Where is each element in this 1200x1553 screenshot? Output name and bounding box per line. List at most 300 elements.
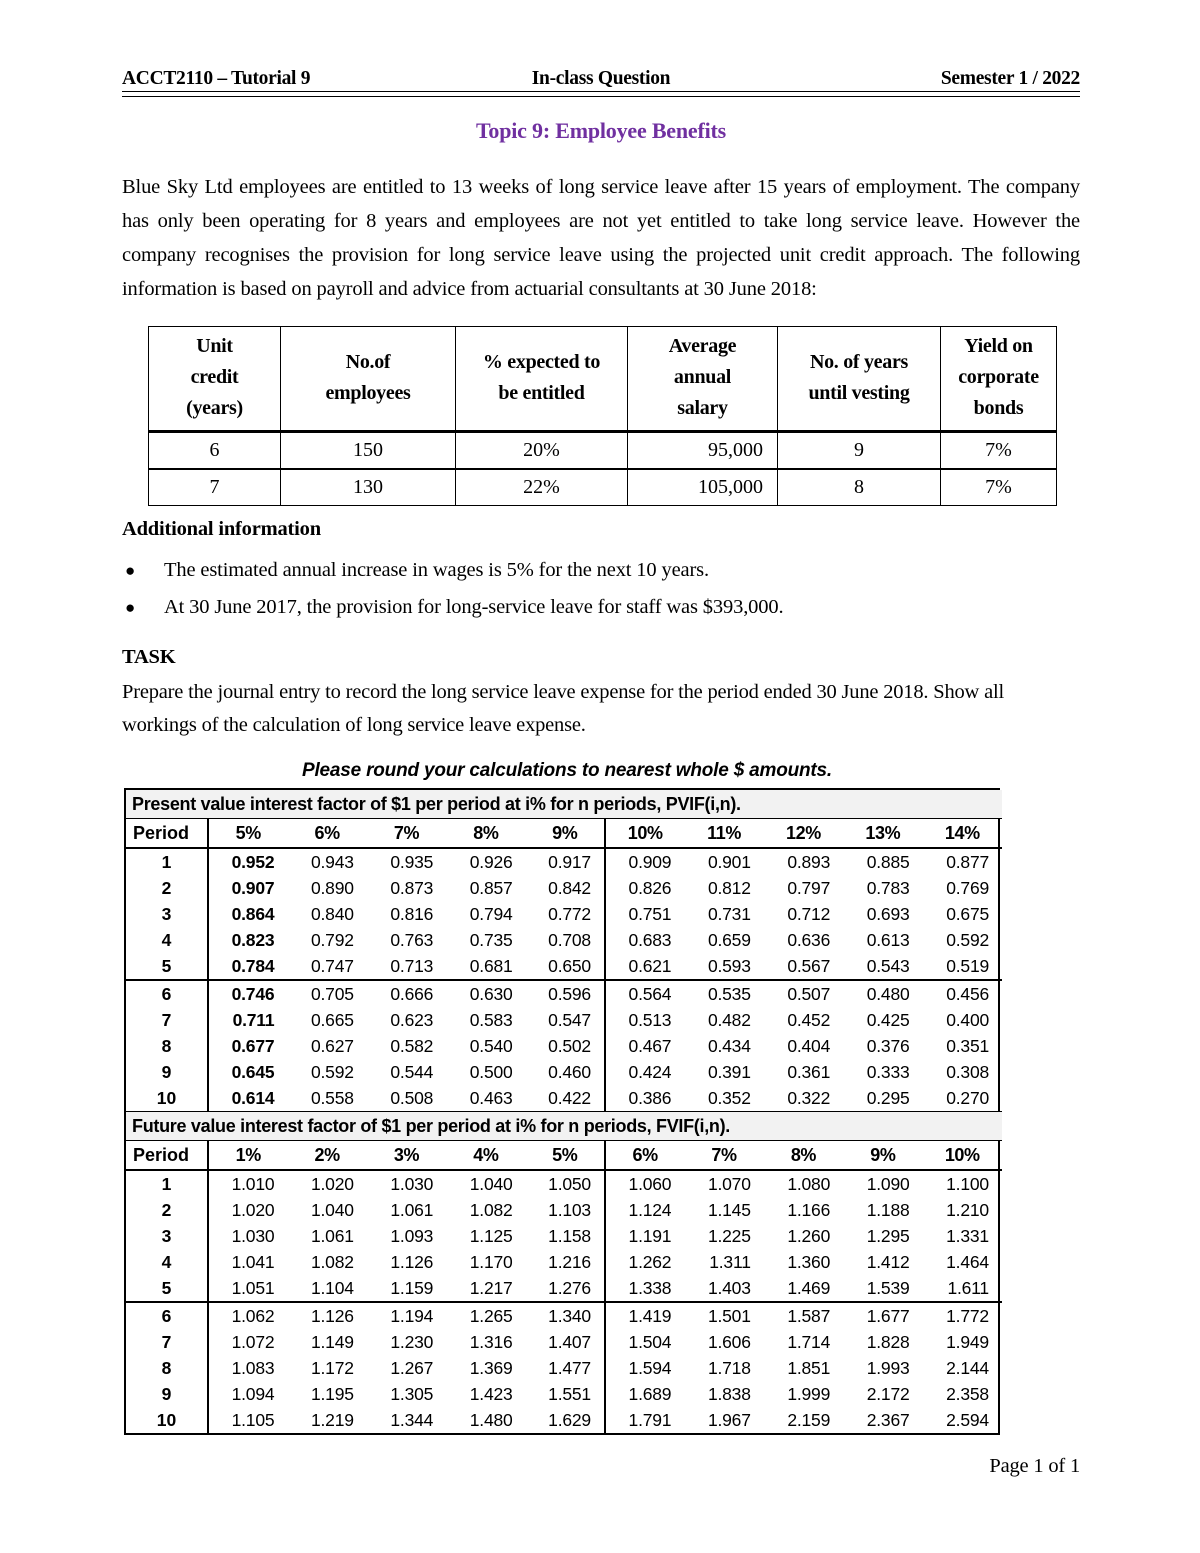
fvif-cell: 1.104 — [287, 1275, 366, 1302]
table-row — [126, 1085, 1002, 1111]
document-header — [122, 68, 1080, 95]
pvif-cell: 0.547 — [548, 1010, 591, 1030]
fvif-period: 5 — [126, 1275, 208, 1302]
fvif-cell: 1.629 — [548, 1410, 591, 1430]
pvif-cell: 0.926 — [469, 852, 513, 872]
fvif-cell: 1.070 — [707, 1174, 751, 1194]
additional-information-heading: Additional information — [122, 518, 321, 540]
pvif-cell: 0.712 — [787, 904, 831, 924]
fvif-cell: 1.100 — [946, 1174, 989, 1194]
pvif-cell: 0.322 — [787, 1088, 831, 1108]
fvif-cell: 1.772 — [946, 1306, 989, 1326]
table-row — [126, 953, 1002, 980]
pvif-banner-row — [126, 790, 1002, 819]
pvif-period: 10 — [126, 1085, 208, 1111]
fvif-cell: 1.159 — [367, 1275, 446, 1302]
pvif-cell: 0.596 — [548, 984, 591, 1004]
fvif-period: 1 — [126, 1170, 208, 1197]
pvif-cell: 0.772 — [548, 904, 591, 924]
fvif-period-header: Period — [126, 1141, 208, 1171]
fvif-cell: 1.125 — [469, 1226, 513, 1246]
fvif-cell: 1.594 — [605, 1355, 684, 1381]
pvif-period: 9 — [126, 1059, 208, 1085]
fvif-period: 2 — [126, 1197, 208, 1223]
table-row — [149, 469, 1057, 506]
fvif-cell: 1.094 — [231, 1384, 275, 1404]
col-header-employees: No.of employees — [281, 327, 456, 432]
fvif-cell: 1.051 — [208, 1275, 287, 1302]
pvif-cell: 0.540 — [469, 1036, 513, 1056]
pvif-cell: 0.434 — [707, 1036, 751, 1056]
fvif-rate-header: 9% — [843, 1141, 922, 1171]
pvif-cell: 0.935 — [390, 852, 434, 872]
pvif-cell: 0.507 — [787, 984, 831, 1004]
pvif-cell: 0.705 — [310, 984, 354, 1004]
pvif-cell: 0.270 — [946, 1088, 990, 1108]
pvif-cell: 0.400 — [946, 1010, 990, 1030]
fvif-table — [126, 1111, 1002, 1433]
fvif-cell: 1.606 — [707, 1332, 751, 1352]
fvif-cell: 1.344 — [390, 1410, 434, 1430]
fvif-cell: 1.403 — [684, 1275, 763, 1302]
fvif-cell: 1.040 — [310, 1200, 354, 1220]
col-header-unit-credit: Unit credit (years) — [149, 327, 281, 432]
task-body: Prepare the journal entry to record the long service leave expense for the period ended 30 June 2018. Show all workings of the calculation of long service leave expense. — [122, 681, 1004, 736]
fvif-cell: 2.172 — [866, 1384, 910, 1404]
pvif-cell: 0.295 — [866, 1088, 910, 1108]
fvif-cell: 1.260 — [787, 1226, 831, 1246]
pvif-cell: 0.463 — [469, 1088, 513, 1108]
pvif-cell: 0.425 — [866, 1010, 910, 1030]
pvif-cell: 0.333 — [866, 1062, 910, 1082]
table-row — [126, 848, 1002, 875]
fvif-cell: 1.412 — [866, 1252, 910, 1272]
pvif-cell: 0.901 — [707, 852, 751, 872]
pvif-cell: 0.917 — [548, 852, 591, 872]
table-row — [126, 1381, 1002, 1407]
rounding-note: Please round your calculations to nearest whole $ amounts. — [301, 760, 833, 781]
fvif-cell: 1.217 — [446, 1275, 525, 1302]
pvif-period: 1 — [126, 848, 208, 875]
pvif-cell: 0.508 — [390, 1088, 434, 1108]
fvif-cell: 1.030 — [390, 1174, 434, 1194]
pvif-column-header-row — [126, 819, 1002, 849]
table-row — [149, 432, 1057, 470]
pvif-cell: 0.308 — [946, 1062, 990, 1082]
table-row — [126, 1302, 1002, 1329]
fvif-cell: 1.061 — [390, 1200, 434, 1220]
pvif-cell: 0.627 — [310, 1036, 354, 1056]
pvif-cell: 0.630 — [469, 984, 513, 1004]
fvif-cell: 1.124 — [605, 1197, 684, 1223]
pvif-cell: 0.816 — [390, 904, 434, 924]
pvif-cell: 0.840 — [310, 904, 354, 924]
fvif-cell: 1.230 — [390, 1332, 434, 1352]
fvif-cell: 1.419 — [605, 1302, 684, 1329]
fvif-period: 4 — [126, 1249, 208, 1275]
fvif-rate-header: 7% — [684, 1141, 763, 1171]
fvif-cell: 1.126 — [310, 1306, 354, 1326]
pvif-cell: 0.659 — [707, 930, 751, 950]
pvif-cell: 0.636 — [787, 930, 831, 950]
pvif-rate-header: 7% — [367, 819, 446, 849]
fvif-cell: 1.999 — [787, 1384, 831, 1404]
table-row — [126, 1275, 1002, 1302]
pvif-cell: 0.864 — [231, 904, 275, 924]
fvif-rate-header: 4% — [446, 1141, 525, 1171]
fvif-cell: 1.477 — [548, 1358, 591, 1378]
bullet-icon: ● — [125, 561, 136, 580]
fvif-period: 10 — [126, 1407, 208, 1433]
pvif-cell: 0.351 — [946, 1036, 990, 1056]
fvif-period: 8 — [126, 1355, 208, 1381]
pvif-cell: 0.361 — [787, 1062, 831, 1082]
fvif-cell: 1.145 — [707, 1200, 751, 1220]
col-header-years-vesting: No. of years until vesting — [778, 327, 941, 432]
cell-years-vesting: 9 — [778, 432, 941, 470]
list-item — [122, 552, 1080, 589]
table-row — [126, 901, 1002, 927]
table-row — [126, 1007, 1002, 1033]
col-header-avg-salary: Average annual salary — [628, 327, 778, 432]
fvif-period: 7 — [126, 1329, 208, 1355]
fvif-cell: 1.360 — [787, 1252, 831, 1272]
pvif-cell: 0.675 — [946, 904, 990, 924]
fvif-cell: 1.216 — [548, 1252, 591, 1272]
pvif-cell: 0.352 — [707, 1088, 751, 1108]
pvif-cell: 0.645 — [231, 1062, 275, 1082]
fvif-cell: 1.967 — [707, 1410, 751, 1430]
pvif-cell: 0.582 — [390, 1036, 434, 1056]
fvif-cell: 1.407 — [548, 1332, 591, 1352]
fvif-cell: 1.083 — [231, 1358, 275, 1378]
fvif-cell: 1.195 — [310, 1384, 354, 1404]
pvif-cell: 0.467 — [605, 1033, 684, 1059]
pvif-cell: 0.885 — [866, 852, 910, 872]
fvif-cell: 1.677 — [866, 1306, 910, 1326]
fvif-rate-header: 1% — [208, 1141, 287, 1171]
header-doc-type: In-class Question — [531, 68, 671, 89]
pvif-cell: 0.376 — [866, 1036, 910, 1056]
pvif-cell: 0.650 — [526, 953, 605, 980]
pvif-rate-header: 9% — [526, 819, 605, 849]
table-row — [126, 1059, 1002, 1085]
pvif-cell: 0.519 — [923, 953, 1003, 980]
table-row — [126, 980, 1002, 1007]
cell-yield: 7% — [941, 469, 1057, 506]
cell-pct-entitled: 22% — [456, 469, 628, 506]
fvif-cell: 1.338 — [605, 1275, 684, 1302]
pvif-cell: 0.890 — [310, 878, 354, 898]
pvif-cell: 0.797 — [787, 878, 831, 898]
fvif-cell: 1.061 — [310, 1226, 354, 1246]
cell-years-vesting: 8 — [778, 469, 941, 506]
table-row — [126, 1249, 1002, 1275]
fvif-cell: 1.126 — [390, 1252, 434, 1272]
pvif-rate-header: 13% — [843, 819, 922, 849]
fvif-cell: 1.172 — [310, 1358, 354, 1378]
pvif-rate-header: 11% — [684, 819, 763, 849]
pvif-period: 8 — [126, 1033, 208, 1059]
pvif-cell: 0.812 — [707, 878, 751, 898]
list-item-label: At 30 June 2017, the provision for long-service leave for staff was $393,000. — [164, 596, 784, 618]
cell-avg-salary: 95,000 — [628, 432, 778, 470]
pvif-cell: 0.681 — [446, 953, 525, 980]
page-footer: Page 1 of 1 — [989, 1455, 1080, 1477]
fvif-cell: 1.060 — [605, 1170, 684, 1197]
fvif-cell: 1.611 — [923, 1275, 1002, 1302]
fvif-cell: 1.340 — [548, 1306, 591, 1326]
fvif-cell: 1.587 — [787, 1306, 831, 1326]
pvif-cell: 0.593 — [684, 953, 763, 980]
fvif-cell: 2.144 — [946, 1358, 989, 1378]
fvif-cell: 1.041 — [231, 1252, 275, 1272]
pvif-cell: 0.592 — [310, 1062, 354, 1082]
col-header-yield: Yield on corporate bonds — [941, 327, 1057, 432]
fvif-cell: 1.090 — [866, 1174, 910, 1194]
fvif-cell: 1.262 — [605, 1249, 684, 1275]
fvif-cell: 1.030 — [231, 1226, 275, 1246]
fvif-cell: 1.170 — [469, 1252, 513, 1272]
pvif-cell: 0.558 — [310, 1088, 354, 1108]
fvif-cell: 1.103 — [548, 1200, 591, 1220]
pvif-cell: 0.502 — [548, 1036, 591, 1056]
additional-information-list — [122, 552, 1080, 626]
pvif-cell: 0.693 — [866, 904, 910, 924]
pvif-cell: 0.613 — [866, 930, 910, 950]
fvif-period: 9 — [126, 1381, 208, 1407]
fvif-cell: 1.714 — [787, 1332, 831, 1352]
pvif-cell: 0.391 — [707, 1062, 751, 1082]
pvif-cell: 0.823 — [231, 930, 275, 950]
pvif-cell: 0.952 — [231, 852, 275, 872]
cell-employees: 150 — [281, 432, 456, 470]
pvif-rate-header: 8% — [446, 819, 525, 849]
fvif-cell: 1.188 — [866, 1200, 910, 1220]
col-header-pct-entitled: % expected to be entitled — [456, 327, 628, 432]
pvif-cell: 0.452 — [787, 1010, 831, 1030]
pvif-cell: 0.543 — [843, 953, 922, 980]
page-title: Topic 9: Employee Benefits — [475, 118, 727, 143]
pvif-period-header: Period — [126, 819, 208, 849]
pvif-cell: 0.386 — [605, 1085, 684, 1111]
pvif-cell: 0.404 — [787, 1036, 831, 1056]
fvif-cell: 1.480 — [469, 1410, 513, 1430]
pvif-period: 2 — [126, 875, 208, 901]
pvif-cell: 0.621 — [605, 953, 684, 980]
fvif-cell: 1.210 — [946, 1200, 989, 1220]
task-heading: TASK — [122, 646, 176, 668]
fvif-cell: 1.020 — [310, 1174, 354, 1194]
pvif-cell: 0.893 — [787, 852, 831, 872]
pvif-cell: 0.513 — [605, 1007, 684, 1033]
pvif-cell: 0.665 — [310, 1010, 354, 1030]
fvif-cell: 1.105 — [231, 1410, 275, 1430]
table-row — [126, 1329, 1002, 1355]
pvif-period: 5 — [126, 953, 208, 980]
fvif-cell: 1.010 — [231, 1174, 275, 1194]
pvif-cell: 0.424 — [605, 1059, 684, 1085]
fvif-cell: 1.305 — [390, 1384, 434, 1404]
pvif-cell: 0.769 — [946, 878, 990, 898]
table-row — [126, 1197, 1002, 1223]
table-row — [126, 1170, 1002, 1197]
table-row — [126, 875, 1002, 901]
fvif-cell: 1.838 — [707, 1384, 751, 1404]
pvif-title: Present value interest factor of $1 per period at i% for n periods, PVIF(i,n). — [126, 790, 1002, 819]
fvif-cell: 1.082 — [310, 1252, 354, 1272]
fvif-cell: 1.020 — [231, 1200, 275, 1220]
fvif-cell: 1.369 — [469, 1358, 513, 1378]
fvif-cell: 1.851 — [787, 1358, 831, 1378]
fvif-cell: 1.225 — [707, 1226, 751, 1246]
fvif-cell: 2.159 — [787, 1410, 831, 1430]
table-row — [126, 1355, 1002, 1381]
pvif-cell: 0.623 — [390, 1010, 434, 1030]
pvif-cell: 0.500 — [469, 1062, 513, 1082]
cell-employees: 130 — [281, 469, 456, 506]
fvif-rate-header: 2% — [287, 1141, 366, 1171]
pvif-cell: 0.731 — [707, 904, 751, 924]
pvif-period: 6 — [126, 980, 208, 1007]
pvif-cell: 0.735 — [469, 930, 513, 950]
cell-yield: 7% — [941, 432, 1057, 470]
pvif-cell: 0.544 — [390, 1062, 434, 1082]
pvif-cell: 0.877 — [946, 852, 990, 872]
fvif-cell: 2.594 — [946, 1410, 989, 1430]
pvif-period: 4 — [126, 927, 208, 953]
fvif-cell: 1.464 — [946, 1252, 989, 1272]
fvif-period: 6 — [126, 1302, 208, 1329]
cell-unit-credit: 6 — [149, 432, 281, 470]
fvif-cell: 1.158 — [548, 1226, 591, 1246]
fvif-cell: 1.316 — [469, 1332, 513, 1352]
pvif-cell: 0.422 — [548, 1088, 591, 1108]
fvif-cell: 1.551 — [548, 1384, 591, 1404]
fvif-cell: 1.689 — [605, 1381, 684, 1407]
pvif-cell: 0.747 — [287, 953, 366, 980]
cell-unit-credit: 7 — [149, 469, 281, 506]
pvif-cell: 0.480 — [866, 984, 910, 1004]
pvif-cell: 0.460 — [548, 1062, 591, 1082]
pvif-cell: 0.583 — [469, 1010, 513, 1030]
pvif-cell: 0.677 — [231, 1036, 275, 1056]
bullet-icon: ● — [125, 598, 136, 617]
pvif-cell: 0.713 — [367, 953, 446, 980]
fvif-cell: 1.267 — [390, 1358, 434, 1378]
fvif-cell: 1.265 — [469, 1306, 513, 1326]
fvif-cell: 1.149 — [310, 1332, 354, 1352]
pvif-cell: 0.751 — [605, 901, 684, 927]
pvif-cell: 0.794 — [469, 904, 513, 924]
pvif-table — [126, 790, 1002, 1111]
fvif-cell: 1.080 — [787, 1174, 831, 1194]
table-header-row — [149, 327, 1057, 432]
fvif-rate-header: 8% — [764, 1141, 843, 1171]
pvif-period: 7 — [126, 1007, 208, 1033]
fvif-cell: 1.191 — [605, 1223, 684, 1249]
pvif-cell: 0.614 — [231, 1088, 275, 1108]
pvif-cell: 0.482 — [707, 1010, 751, 1030]
pvif-cell: 0.567 — [764, 953, 843, 980]
fvif-cell: 1.276 — [526, 1275, 605, 1302]
fvif-period: 3 — [126, 1223, 208, 1249]
fvif-rate-header: 10% — [923, 1141, 1002, 1171]
fvif-cell: 1.469 — [764, 1275, 843, 1302]
pvif-cell: 0.456 — [946, 984, 990, 1004]
pvif-cell: 0.683 — [605, 927, 684, 953]
pvif-cell: 0.592 — [946, 930, 990, 950]
header-course-code: ACCT2110 – Tutorial 9 — [122, 68, 311, 89]
cell-pct-entitled: 20% — [456, 432, 628, 470]
fvif-cell: 1.040 — [469, 1174, 513, 1194]
pvif-cell: 0.842 — [548, 878, 591, 898]
fvif-cell: 1.423 — [469, 1384, 513, 1404]
fvif-rate-header: 3% — [367, 1141, 446, 1171]
pvif-period: 3 — [126, 901, 208, 927]
cell-avg-salary: 105,000 — [628, 469, 778, 506]
fvif-cell: 1.295 — [866, 1226, 910, 1246]
pvif-cell: 0.783 — [866, 878, 910, 898]
fvif-cell: 1.194 — [390, 1306, 434, 1326]
intro-paragraph: Blue Sky Ltd employees are entitled to 13 weeks of long service leave after 15 years of employment. The company has only been operating for 8 years and employees are not yet entitled to take long service leave. However the company recognises the provision for long service leave using the projected unit credit approach. The following information is based on payroll and advice from actuarial consultants at 30 June 2018: — [122, 176, 1080, 300]
fvif-cell: 2.367 — [866, 1410, 910, 1430]
fvif-banner-row — [126, 1112, 1002, 1141]
fvif-cell: 1.166 — [787, 1200, 831, 1220]
pvif-cell: 0.873 — [390, 878, 434, 898]
list-item-label: The estimated annual increase in wages is 5% for the next 10 years. — [164, 559, 709, 581]
pvif-cell: 0.763 — [390, 930, 434, 950]
fvif-cell: 1.791 — [605, 1407, 684, 1433]
fvif-cell: 1.501 — [707, 1306, 751, 1326]
fvif-cell: 1.718 — [707, 1358, 751, 1378]
pvif-rate-header: 12% — [764, 819, 843, 849]
pvif-cell: 0.907 — [231, 878, 275, 898]
fvif-cell: 2.358 — [946, 1384, 989, 1404]
interest-factor-tables — [124, 788, 1000, 1435]
fvif-cell: 1.093 — [390, 1226, 434, 1246]
pvif-cell: 0.792 — [310, 930, 354, 950]
fvif-cell: 1.993 — [866, 1358, 910, 1378]
pvif-rate-header: 10% — [605, 819, 684, 849]
pvif-cell: 0.711 — [232, 1010, 275, 1030]
pvif-cell: 0.564 — [605, 980, 684, 1007]
fvif-cell: 1.504 — [605, 1329, 684, 1355]
fvif-cell: 1.219 — [310, 1410, 354, 1430]
pvif-cell: 0.708 — [548, 930, 591, 950]
pvif-rate-header: 6% — [287, 819, 366, 849]
fvif-cell: 1.062 — [231, 1306, 275, 1326]
table-row — [126, 927, 1002, 953]
pvif-cell: 0.746 — [231, 984, 275, 1004]
fvif-cell: 1.311 — [709, 1252, 751, 1272]
table-row — [126, 1033, 1002, 1059]
fvif-cell: 1.539 — [843, 1275, 922, 1302]
pvif-cell: 0.826 — [605, 875, 684, 901]
pvif-rate-header: 5% — [208, 819, 287, 849]
list-item — [122, 589, 1080, 626]
pvif-cell: 0.943 — [310, 852, 354, 872]
table-row — [126, 1223, 1002, 1249]
fvif-rate-header: 5% — [526, 1141, 605, 1171]
table-row — [126, 1407, 1002, 1433]
fvif-rate-header: 6% — [605, 1141, 684, 1171]
fvif-cell: 1.082 — [469, 1200, 513, 1220]
pvif-rate-header: 14% — [923, 819, 1003, 849]
fvif-title: Future value interest factor of $1 per period at i% for n periods, FVIF(i,n). — [126, 1112, 1002, 1141]
fvif-cell: 1.949 — [946, 1332, 989, 1352]
pvif-cell: 0.784 — [208, 953, 287, 980]
